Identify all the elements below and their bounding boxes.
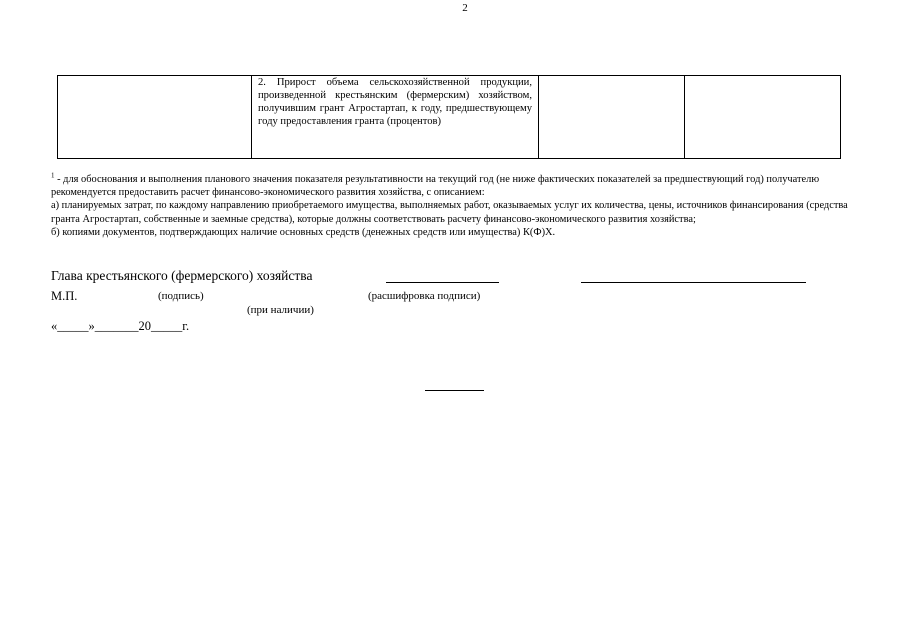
signature-note: (при наличии) [247,304,314,316]
footnote-intro [51,173,851,199]
date-field: «_____»_______20_____г. [51,319,190,333]
signature-title: Глава крестьянского (фермерского) хозяйства [51,268,313,283]
table-cell-value [539,76,685,159]
indicator-text: 2. Прирост объема сельскохозяйственной продукции, произведенной крестьянским (фермерским) хозяйством, получившим грант Агростартап, к году, предшествующему году предоставления гранта (процентов) [258,77,532,127]
end-separator [425,390,484,391]
footnote [51,173,851,239]
footnote-item-a: а) планируемых затрат, по каждому направлению приобретаемого имущества, выполняемых работ, оказываемых услуг их количества, цены, источников финансирования (средства гранта Агростартап, собственные и заемные средства), которые должны соответствовать расчету финансово-экономического развития хозяйства; [51,200,848,225]
decryption-line [581,282,806,283]
table-cell-value [685,76,841,159]
table-cell-empty [58,76,252,159]
indicator-table [57,75,841,159]
table-row [58,76,841,159]
decryption-caption: (расшифровка подписи) [368,290,481,302]
footnote-marker: 1 [51,171,55,180]
signature-caption: (подпись) [158,290,204,302]
stamp-label: М.П. [51,289,78,303]
signature-line [386,282,499,283]
page-number: 2 [462,2,468,14]
footnote-intro-text: - для обоснования и выполнения планового значения показателя результативности на текущий год (не ниже фактических показателей за предшествующий год) получателю рекомендуется предоставить расчет финансово-экономического развития хозяйства, с описанием: [51,174,820,199]
table-cell-indicator [252,76,539,159]
footnote-item-b: б) копиями документов, подтверждающих наличие основных средств (денежных средств или имущества) К(Ф)Х. [51,226,556,238]
